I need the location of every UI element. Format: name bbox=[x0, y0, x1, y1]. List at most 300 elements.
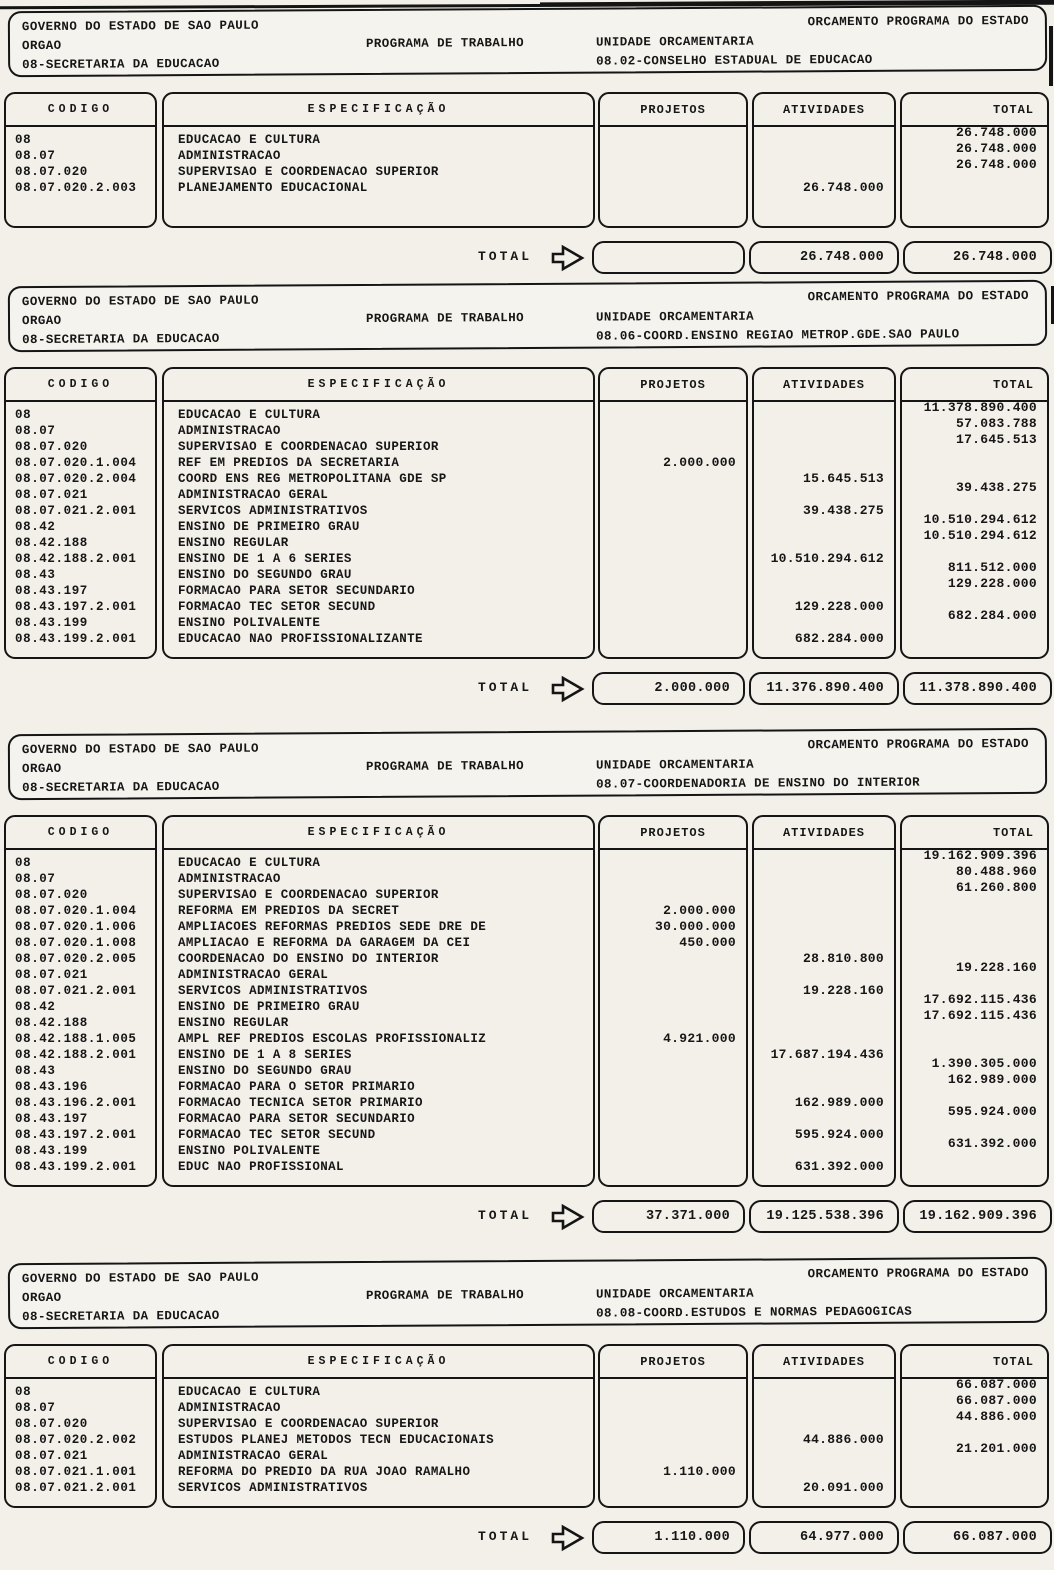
total-atividades-value: 19.125.538.396 bbox=[749, 1200, 899, 1233]
cell-projetos bbox=[600, 583, 746, 599]
codigo-column-body bbox=[6, 1379, 155, 1496]
cell-atividades bbox=[754, 1464, 894, 1480]
cell-total bbox=[902, 173, 1047, 189]
cell-codigo: 08 bbox=[15, 1385, 32, 1399]
section-total-row bbox=[0, 241, 1054, 275]
total-arrow-icon bbox=[549, 674, 587, 709]
cell-atividades: 20.091.000 bbox=[802, 1480, 884, 1495]
cell-codigo: 08.42.188.1.005 bbox=[15, 1032, 137, 1046]
atividades-column-body bbox=[754, 402, 894, 647]
unidade-orcamentaria-value: 08.02-CONSELHO ESTADUAL DE EDUCACAO bbox=[596, 52, 873, 69]
cell-atividades bbox=[754, 903, 894, 919]
cell-total: 26.748.000 bbox=[955, 125, 1037, 140]
cell-total: 1.390.305.000 bbox=[931, 1056, 1037, 1071]
cell-especificacao: AMPL REF PREDIOS ESCOLAS PROFISSIONALIZ bbox=[178, 1032, 487, 1046]
codigo-column-body bbox=[6, 850, 155, 1175]
cell-especificacao: REFORMA EM PREDIOS DA SECRET bbox=[178, 904, 400, 918]
total-atividades-value: 11.376.890.400 bbox=[749, 672, 899, 705]
cell-codigo: 08.07.021.2.001 bbox=[15, 1481, 137, 1495]
column-especificacao bbox=[162, 92, 595, 228]
codigo-column-body bbox=[6, 402, 155, 647]
header-right-block bbox=[596, 1264, 1029, 1320]
cell-atividades bbox=[754, 887, 894, 903]
unidade-orcamentaria-label: UNIDADE ORCAMENTARIA bbox=[595, 1286, 755, 1302]
cell-codigo: 08.07.021 bbox=[15, 1449, 88, 1463]
budget-table bbox=[0, 1344, 1054, 1508]
column-header-codigo: CODIGO bbox=[6, 817, 155, 850]
cell-projetos bbox=[600, 423, 746, 439]
cell-total: 811.512.000 bbox=[947, 560, 1037, 575]
cell-atividades: 17.687.194.436 bbox=[770, 1047, 884, 1062]
cell-especificacao: FORMACAO TEC SETOR SECUND bbox=[178, 600, 376, 614]
cell-total bbox=[902, 976, 1047, 992]
cell-projetos bbox=[600, 407, 746, 423]
total-column-body bbox=[902, 127, 1047, 224]
especificacao-column-body bbox=[164, 402, 593, 647]
column-atividades bbox=[752, 1344, 896, 1508]
total-column-body bbox=[902, 1379, 1047, 1496]
total-label: TOTAL bbox=[477, 1529, 532, 1544]
cell-atividades bbox=[754, 615, 894, 631]
cell-atividades: 28.810.800 bbox=[802, 951, 884, 966]
header-labels-line bbox=[22, 1286, 596, 1309]
cell-especificacao: AMPLIACAO E REFORMA DA GARAGEM DA CEI bbox=[178, 936, 471, 950]
cell-especificacao: PLANEJAMENTO EDUCACIONAL bbox=[178, 181, 368, 195]
cell-especificacao: SERVICOS ADMINISTRATIVOS bbox=[178, 504, 368, 518]
cell-total: 682.284.000 bbox=[947, 608, 1037, 623]
programa-trabalho-label: PROGRAMA DE TRABALHO bbox=[365, 1288, 525, 1303]
cell-total bbox=[902, 928, 1047, 944]
cell-codigo: 08.43.197 bbox=[15, 1112, 88, 1126]
column-projetos bbox=[598, 92, 748, 228]
cell-projetos bbox=[600, 487, 746, 503]
cell-projetos bbox=[600, 983, 746, 999]
cell-total: 10.510.294.612 bbox=[923, 528, 1037, 543]
unidade-orcamentaria-value: 08.07-COORDENADORIA DE ENSINO DO INTERIOR bbox=[596, 775, 921, 792]
cell-total bbox=[902, 448, 1047, 464]
cell-total: 26.748.000 bbox=[955, 141, 1037, 156]
cell-especificacao: ENSINO POLIVALENTE bbox=[178, 616, 321, 630]
cell-codigo: 08 bbox=[15, 856, 32, 870]
cell-especificacao: ADMINISTRACAO bbox=[178, 872, 281, 886]
cell-atividades bbox=[754, 407, 894, 423]
cell-especificacao: ENSINO REGULAR bbox=[178, 536, 289, 550]
cell-codigo: 08.07.021.2.001 bbox=[15, 984, 137, 998]
cell-especificacao: EDUCACAO NAO PROFISSIONALIZANTE bbox=[178, 632, 423, 646]
orgao-value: 08-SECRETARIA DA EDUCACAO bbox=[22, 56, 220, 73]
orgao-label: ORGAO bbox=[21, 761, 62, 777]
column-header-projetos: PROJETOS bbox=[600, 1346, 746, 1379]
budget-program-title: ORCAMENTO PROGRAMA DO ESTADO bbox=[807, 288, 1029, 305]
cell-especificacao: ENSINO DO SEGUNDO GRAU bbox=[178, 568, 352, 582]
cell-total bbox=[902, 624, 1047, 640]
cell-codigo: 08.43.197.2.001 bbox=[15, 600, 137, 614]
total-column-body bbox=[902, 402, 1047, 647]
cell-total: 19.228.160 bbox=[955, 960, 1037, 975]
cell-atividades bbox=[754, 132, 894, 148]
total-label: TOTAL bbox=[477, 249, 532, 264]
cell-projetos bbox=[600, 471, 746, 487]
programa-trabalho-label: PROGRAMA DE TRABALHO bbox=[365, 311, 525, 326]
cell-codigo: 08.43.199.2.001 bbox=[15, 1160, 137, 1174]
government-title: GOVERNO DO ESTADO DE SAO PAULO bbox=[21, 1270, 259, 1287]
cell-projetos bbox=[600, 148, 746, 164]
cell-especificacao: REF EM PREDIOS DA SECRETARIA bbox=[178, 456, 400, 470]
cell-projetos bbox=[600, 132, 746, 148]
budget-page-section bbox=[0, 283, 1054, 706]
cell-especificacao: ENSINO DE PRIMEIRO GRAU bbox=[178, 520, 360, 534]
cell-projetos bbox=[600, 1015, 746, 1031]
cell-especificacao: ADMINISTRACAO bbox=[178, 424, 281, 438]
cell-atividades: 39.438.275 bbox=[802, 503, 884, 518]
cell-codigo: 08.07.020.1.004 bbox=[15, 456, 137, 470]
cell-total bbox=[902, 1040, 1047, 1056]
budget-page-section bbox=[0, 731, 1054, 1234]
total-grand-value: 11.378.890.400 bbox=[903, 672, 1052, 705]
orgao-value: 08-SECRETARIA DA EDUCACAO bbox=[22, 331, 220, 348]
budget-page-section bbox=[0, 1260, 1054, 1555]
cell-total bbox=[902, 496, 1047, 512]
cell-codigo: 08.07 bbox=[15, 149, 56, 163]
cell-projetos bbox=[600, 1079, 746, 1095]
cell-projetos bbox=[600, 999, 746, 1015]
budget-program-title: ORCAMENTO PROGRAMA DO ESTADO bbox=[807, 13, 1029, 30]
column-projetos bbox=[598, 815, 748, 1187]
cell-atividades bbox=[754, 999, 894, 1015]
atividades-column-body bbox=[754, 127, 894, 224]
cell-projetos bbox=[600, 551, 746, 567]
cell-codigo: 08.07 bbox=[15, 1401, 56, 1415]
cell-atividades: 595.924.000 bbox=[794, 1127, 884, 1142]
cell-codigo: 08 bbox=[15, 408, 32, 422]
cell-projetos bbox=[600, 1127, 746, 1143]
cell-especificacao: COORD ENS REG METROPOLITANA GDE SP bbox=[178, 472, 447, 486]
programa-trabalho-label: PROGRAMA DE TRABALHO bbox=[365, 36, 525, 51]
cell-projetos bbox=[600, 1448, 746, 1464]
cell-total bbox=[902, 912, 1047, 928]
column-header-codigo: CODIGO bbox=[6, 369, 155, 402]
column-header-codigo: CODIGO bbox=[6, 94, 155, 127]
cell-codigo: 08.42 bbox=[15, 520, 56, 534]
cell-codigo: 08.07.020.2.002 bbox=[15, 1433, 137, 1447]
total-arrow-icon bbox=[549, 1523, 587, 1558]
cell-especificacao: ENSINO DE PRIMEIRO GRAU bbox=[178, 1000, 360, 1014]
budget-program-title: ORCAMENTO PROGRAMA DO ESTADO bbox=[807, 736, 1029, 753]
cell-projetos bbox=[600, 1047, 746, 1063]
cell-codigo: 08.43.197.2.001 bbox=[15, 1128, 137, 1142]
cell-total: 61.260.800 bbox=[955, 880, 1037, 895]
cell-total: 11.378.890.400 bbox=[923, 400, 1037, 415]
column-header-especificacao: ESPECIFICAÇÃO bbox=[164, 369, 593, 402]
column-total bbox=[900, 367, 1049, 659]
cell-total bbox=[902, 944, 1047, 960]
column-header-atividades: ATIVIDADES bbox=[754, 1346, 894, 1379]
cell-codigo: 08.07 bbox=[15, 424, 56, 438]
cell-atividades bbox=[754, 919, 894, 935]
cell-especificacao: FORMACAO PARA SETOR SECUNDARIO bbox=[178, 584, 416, 598]
column-header-atividades: ATIVIDADES bbox=[754, 94, 894, 127]
total-grand-value: 26.748.000 bbox=[903, 241, 1052, 274]
cell-projetos: 2.000.000 bbox=[663, 455, 736, 470]
total-column-body bbox=[902, 850, 1047, 1175]
column-total bbox=[900, 1344, 1049, 1508]
cell-projetos bbox=[600, 1416, 746, 1432]
column-header-especificacao: ESPECIFICAÇÃO bbox=[164, 1346, 593, 1379]
cell-projetos bbox=[600, 180, 746, 196]
total-projetos-value: 37.371.000 bbox=[592, 1200, 745, 1233]
section-header-box bbox=[8, 5, 1047, 77]
section-total-row bbox=[0, 672, 1054, 706]
total-arrow-icon bbox=[549, 243, 587, 278]
cell-projetos bbox=[600, 615, 746, 631]
cell-especificacao: SERVICOS ADMINISTRATIVOS bbox=[178, 1481, 368, 1495]
cell-atividades: 129.228.000 bbox=[794, 599, 884, 614]
cell-atividades bbox=[754, 1063, 894, 1079]
cell-codigo: 08.42.188.2.001 bbox=[15, 1048, 137, 1062]
cell-projetos: 450.000 bbox=[679, 935, 736, 950]
cell-codigo: 08.42.188.2.001 bbox=[15, 552, 137, 566]
cell-codigo: 08.07.020 bbox=[15, 440, 88, 454]
orgao-label: ORGAO bbox=[21, 1290, 62, 1306]
cell-atividades bbox=[754, 1448, 894, 1464]
total-projetos-value bbox=[592, 241, 745, 274]
cell-atividades bbox=[754, 935, 894, 951]
header-labels-line bbox=[22, 757, 596, 780]
cell-atividades bbox=[754, 1111, 894, 1127]
cell-especificacao: FORMACAO PARA SETOR SECUNDARIO bbox=[178, 1112, 416, 1126]
cell-atividades bbox=[754, 583, 894, 599]
unidade-orcamentaria-value: 08.06-COORD.ENSINO REGIAO METROP.GDE.SAO PAULO bbox=[596, 327, 960, 344]
cell-projetos bbox=[600, 439, 746, 455]
cell-atividades bbox=[754, 423, 894, 439]
column-header-total: TOTAL bbox=[902, 1346, 1047, 1379]
cell-projetos bbox=[600, 567, 746, 583]
cell-codigo: 08.07.020.2.004 bbox=[15, 472, 137, 486]
column-header-total: TOTAL bbox=[902, 817, 1047, 850]
header-right-block bbox=[596, 735, 1029, 791]
section-header-box bbox=[8, 728, 1047, 800]
cell-total: 26.748.000 bbox=[955, 157, 1037, 172]
cell-codigo: 08.42.188 bbox=[15, 536, 88, 550]
cell-especificacao: FORMACAO TEC SETOR SECUND bbox=[178, 1128, 376, 1142]
cell-especificacao: ENSINO DE 1 A 6 SERIES bbox=[178, 552, 352, 566]
unidade-orcamentaria-label: UNIDADE ORCAMENTARIA bbox=[595, 309, 755, 325]
cell-projetos bbox=[600, 599, 746, 615]
column-atividades bbox=[752, 367, 896, 659]
cell-atividades bbox=[754, 1015, 894, 1031]
cell-especificacao: ADMINISTRACAO bbox=[178, 1401, 281, 1415]
column-total bbox=[900, 815, 1049, 1187]
total-grand-value: 66.087.000 bbox=[903, 1521, 1052, 1554]
header-labels-line bbox=[22, 34, 596, 57]
cell-projetos bbox=[600, 967, 746, 983]
cell-codigo: 08.43.199.2.001 bbox=[15, 632, 137, 646]
cell-total: 129.228.000 bbox=[947, 576, 1037, 591]
cell-total bbox=[902, 1425, 1047, 1441]
cell-projetos: 1.110.000 bbox=[663, 1464, 736, 1479]
cell-total: 21.201.000 bbox=[955, 1441, 1037, 1456]
atividades-column-body bbox=[754, 850, 894, 1175]
column-header-projetos: PROJETOS bbox=[600, 94, 746, 127]
cell-especificacao: COORDENACAO DO ENSINO DO INTERIOR bbox=[178, 952, 439, 966]
cell-total bbox=[902, 592, 1047, 608]
cell-atividades bbox=[754, 1400, 894, 1416]
cell-projetos bbox=[600, 535, 746, 551]
projetos-column-body bbox=[600, 402, 746, 647]
cell-projetos bbox=[600, 503, 746, 519]
cell-total: 80.488.960 bbox=[955, 864, 1037, 879]
total-projetos-value: 1.110.000 bbox=[592, 1521, 745, 1554]
cell-especificacao: EDUC NAO PROFISSIONAL bbox=[178, 1160, 344, 1174]
cell-atividades bbox=[754, 967, 894, 983]
section-total-row bbox=[0, 1521, 1054, 1555]
budget-table bbox=[0, 92, 1054, 228]
total-atividades-value: 64.977.000 bbox=[749, 1521, 899, 1554]
cell-projetos bbox=[600, 1384, 746, 1400]
column-codigo bbox=[4, 367, 157, 659]
orgao-value: 08-SECRETARIA DA EDUCACAO bbox=[22, 1308, 220, 1325]
cell-atividades bbox=[754, 1143, 894, 1159]
cell-atividades bbox=[754, 1416, 894, 1432]
cell-codigo: 08.07.020.2.005 bbox=[15, 952, 137, 966]
especificacao-column-body bbox=[164, 850, 593, 1175]
budget-table bbox=[0, 367, 1054, 659]
cell-codigo: 08.07.021 bbox=[15, 968, 88, 982]
cell-projetos bbox=[600, 855, 746, 871]
cell-codigo: 08.07.021.1.001 bbox=[15, 1465, 137, 1479]
cell-especificacao: ESTUDOS PLANEJ METODOS TECN EDUCACIONAIS bbox=[178, 1433, 495, 1447]
cell-total: 66.087.000 bbox=[955, 1393, 1037, 1408]
cell-projetos bbox=[600, 1480, 746, 1496]
cell-total bbox=[902, 464, 1047, 480]
cell-total: 631.392.000 bbox=[947, 1136, 1037, 1151]
column-codigo bbox=[4, 1344, 157, 1508]
cell-projetos bbox=[600, 887, 746, 903]
cell-especificacao: ENSINO POLIVALENTE bbox=[178, 1144, 321, 1158]
cell-especificacao: FORMACAO PARA O SETOR PRIMARIO bbox=[178, 1080, 416, 1094]
cell-projetos bbox=[600, 1143, 746, 1159]
programa-trabalho-label: PROGRAMA DE TRABALHO bbox=[365, 759, 525, 774]
budget-table bbox=[0, 815, 1054, 1187]
column-header-codigo: CODIGO bbox=[6, 1346, 155, 1379]
unidade-orcamentaria-value: 08.08-COORD.ESTUDOS E NORMAS PEDAGOGICAS bbox=[596, 1304, 913, 1321]
orgao-value: 08-SECRETARIA DA EDUCACAO bbox=[22, 779, 220, 796]
total-atividades-value: 26.748.000 bbox=[749, 241, 899, 274]
cell-projetos bbox=[600, 519, 746, 535]
especificacao-column-body bbox=[164, 1379, 593, 1496]
column-total bbox=[900, 92, 1049, 228]
cell-total: 10.510.294.612 bbox=[923, 512, 1037, 527]
cell-atividades bbox=[754, 164, 894, 180]
cell-especificacao: EDUCACAO E CULTURA bbox=[178, 1385, 321, 1399]
cell-especificacao: ADMINISTRACAO GERAL bbox=[178, 488, 329, 502]
cell-codigo: 08.42.188 bbox=[15, 1016, 88, 1030]
cell-projetos: 4.921.000 bbox=[663, 1031, 736, 1046]
projetos-column-body bbox=[600, 1379, 746, 1496]
column-header-projetos: PROJETOS bbox=[600, 817, 746, 850]
header-labels-line bbox=[22, 309, 596, 332]
column-codigo bbox=[4, 815, 157, 1187]
total-grand-value: 19.162.909.396 bbox=[903, 1200, 1052, 1233]
codigo-column-body bbox=[6, 127, 155, 224]
column-header-total: TOTAL bbox=[902, 94, 1047, 127]
column-atividades bbox=[752, 92, 896, 228]
cell-codigo: 08.07.020 bbox=[15, 165, 88, 179]
column-projetos bbox=[598, 367, 748, 659]
cell-projetos bbox=[600, 1095, 746, 1111]
total-label: TOTAL bbox=[477, 1208, 532, 1223]
cell-atividades: 631.392.000 bbox=[794, 1159, 884, 1174]
cell-codigo: 08.07.020 bbox=[15, 888, 88, 902]
column-especificacao bbox=[162, 1344, 595, 1508]
especificacao-column-body bbox=[164, 127, 593, 224]
cell-atividades: 682.284.000 bbox=[794, 631, 884, 646]
column-especificacao bbox=[162, 367, 595, 659]
cell-atividades bbox=[754, 1384, 894, 1400]
header-right-block bbox=[596, 287, 1029, 343]
total-label: TOTAL bbox=[477, 680, 532, 695]
cell-especificacao: EDUCACAO E CULTURA bbox=[178, 133, 321, 147]
budget-program-title: ORCAMENTO PROGRAMA DO ESTADO bbox=[807, 1265, 1029, 1282]
cell-atividades: 19.228.160 bbox=[802, 983, 884, 998]
cell-projetos bbox=[600, 1432, 746, 1448]
cell-especificacao: SERVICOS ADMINISTRATIVOS bbox=[178, 984, 368, 998]
cell-especificacao: EDUCACAO E CULTURA bbox=[178, 408, 321, 422]
cell-atividades bbox=[754, 567, 894, 583]
section-total-row bbox=[0, 1200, 1054, 1234]
cell-total: 57.083.788 bbox=[955, 416, 1037, 431]
cell-especificacao: SUPERVISAO E COORDENACAO SUPERIOR bbox=[178, 888, 439, 902]
cell-atividades: 26.748.000 bbox=[802, 180, 884, 195]
cell-especificacao: ADMINISTRACAO GERAL bbox=[178, 968, 329, 982]
column-especificacao bbox=[162, 815, 595, 1187]
cell-total: 19.162.909.396 bbox=[923, 848, 1037, 863]
cell-atividades: 10.510.294.612 bbox=[770, 551, 884, 566]
orgao-label: ORGAO bbox=[21, 38, 62, 54]
cell-total bbox=[902, 1024, 1047, 1040]
cell-projetos bbox=[600, 1400, 746, 1416]
cell-codigo: 08 bbox=[15, 133, 32, 147]
cell-total: 39.438.275 bbox=[955, 480, 1037, 495]
cell-codigo: 08.07.020 bbox=[15, 1417, 88, 1431]
cell-projetos: 30.000.000 bbox=[654, 919, 736, 934]
cell-atividades bbox=[754, 455, 894, 471]
cell-atividades: 162.989.000 bbox=[794, 1095, 884, 1110]
cell-atividades bbox=[754, 148, 894, 164]
cell-especificacao: EDUCACAO E CULTURA bbox=[178, 856, 321, 870]
cell-codigo: 08.07.020.1.008 bbox=[15, 936, 137, 950]
cell-total: 595.924.000 bbox=[947, 1104, 1037, 1119]
cell-codigo: 08.43 bbox=[15, 1064, 56, 1078]
cell-projetos bbox=[600, 1159, 746, 1175]
cell-projetos bbox=[600, 1111, 746, 1127]
cell-codigo: 08.07.020.2.003 bbox=[15, 181, 137, 195]
cell-atividades bbox=[754, 871, 894, 887]
cell-total: 66.087.000 bbox=[955, 1377, 1037, 1392]
unidade-orcamentaria-label: UNIDADE ORCAMENTARIA bbox=[595, 757, 755, 773]
unidade-orcamentaria-label: UNIDADE ORCAMENTARIA bbox=[595, 34, 755, 50]
section-header-box bbox=[8, 280, 1047, 352]
cell-total: 17.692.115.436 bbox=[923, 992, 1037, 1007]
cell-atividades: 15.645.513 bbox=[802, 471, 884, 486]
cell-especificacao: ENSINO DE 1 A 8 SERIES bbox=[178, 1048, 352, 1062]
header-left-block bbox=[22, 15, 596, 72]
cell-total bbox=[902, 544, 1047, 560]
cell-total bbox=[902, 1152, 1047, 1168]
column-header-especificacao: ESPECIFICAÇÃO bbox=[164, 817, 593, 850]
cell-especificacao: ADMINISTRACAO bbox=[178, 149, 281, 163]
cell-especificacao: SUPERVISAO E COORDENACAO SUPERIOR bbox=[178, 1417, 439, 1431]
